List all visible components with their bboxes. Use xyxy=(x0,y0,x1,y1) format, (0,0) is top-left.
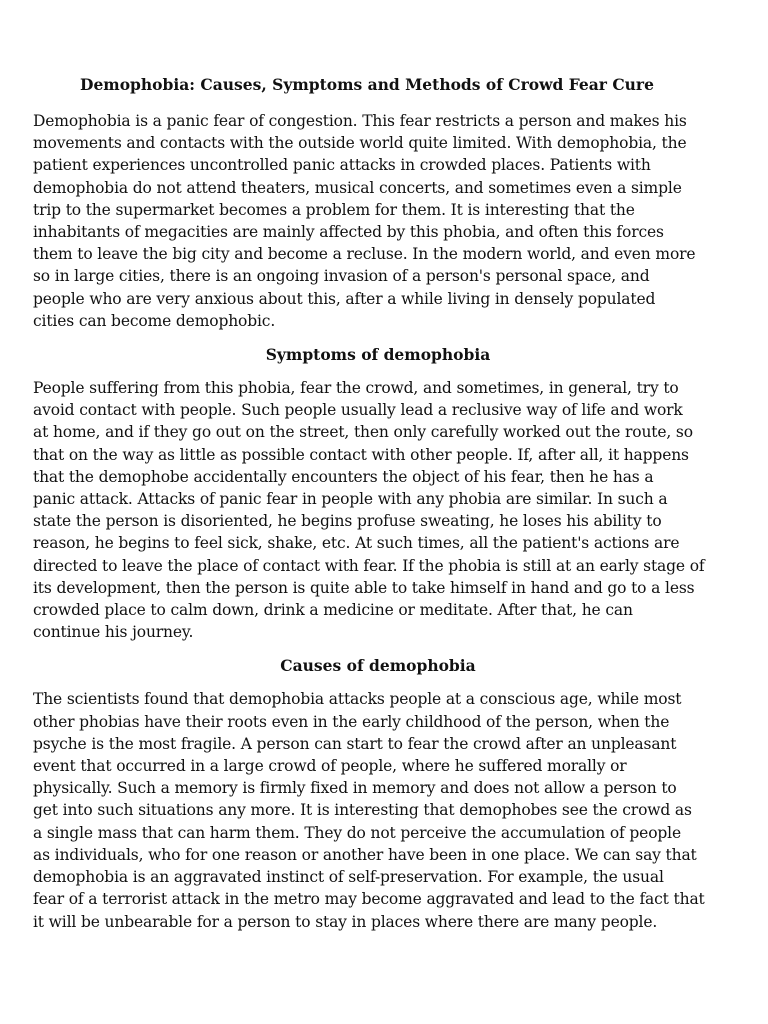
text-line: state the person is disoriented, he begins profuse sweating, he loses his ability to xyxy=(33,512,662,531)
section-heading-causes: Causes of demophobia xyxy=(280,656,476,676)
text-line: The scientists found that demophobia attacks people at a conscious age, while most xyxy=(33,690,682,709)
text-line: fear of a terrorist attack in the metro may become aggravated and lead to the fact that xyxy=(33,890,705,909)
text-line: People suffering from this phobia, fear the crowd, and sometimes, in general, try to xyxy=(33,379,679,398)
text-line: movements and contacts with the outside world quite limited. With demophobia, the xyxy=(33,134,687,153)
text-line: panic attack. Attacks of panic fear in people with any phobia are similar. In such a xyxy=(33,490,668,509)
text-line: inhabitants of megacities are mainly affected by this phobia, and often this forces xyxy=(33,223,664,242)
text-line: demophobia is an aggravated instinct of self-preservation. For example, the usual xyxy=(33,868,664,887)
text-line: people who are very anxious about this, after a while living in densely populated xyxy=(33,289,656,308)
text-line: event that occurred in a large crowd of people, where he suffered morally or xyxy=(33,757,627,776)
causes-paragraph xyxy=(33,688,723,932)
text-line: crowded place to calm down, drink a medicine or meditate. After that, he can xyxy=(33,601,633,620)
symptoms-paragraph xyxy=(33,377,723,643)
text-line: continue his journey. xyxy=(33,623,194,642)
text-line: other phobias have their roots even in the early childhood of the person, when the xyxy=(33,712,670,731)
text-line: that the demophobe accidentally encounters the object of his fear, then he has a xyxy=(33,467,654,486)
text-line: cities can become demophobic. xyxy=(33,311,276,330)
text-line: it will be unbearable for a person to stay in places where there are many people. xyxy=(33,912,658,931)
text-line: them to leave the big city and become a recluse. In the modern world, and even more xyxy=(33,245,696,264)
document-page xyxy=(33,70,723,941)
text-line: get into such situations any more. It is interesting that demophobes see the crowd as xyxy=(33,801,692,820)
text-line: psyche is the most fragile. A person can start to fear the crowd after an unpleasant xyxy=(33,734,677,753)
text-line: avoid contact with people. Such people usually lead a reclusive way of life and work xyxy=(33,401,683,420)
text-line: Demophobia is a panic fear of congestion. This fear restricts a person and makes his xyxy=(33,112,687,130)
text-line: so in large cities, there is an ongoing invasion of a person's personal space, and xyxy=(33,267,650,286)
text-line: directed to leave the place of contact with fear. If the phobia is still at an early stage of xyxy=(33,556,705,575)
text-line: that on the way as little as possible contact with other people. If, after all, it happens xyxy=(33,445,689,464)
text-line: physically. Such a memory is firmly fixed in memory and does not allow a person to xyxy=(33,779,677,798)
text-line: reason, he begins to feel sick, shake, etc. At such times, all the patient's actions are xyxy=(33,534,680,553)
text-line: demophobia do not attend theaters, musical concerts, and sometimes even a simple xyxy=(33,178,682,197)
document-title: Demophobia: Causes, Symptoms and Methods of Crowd Fear Cure xyxy=(80,75,654,94)
text-line: trip to the supermarket becomes a problem for them. It is interesting that the xyxy=(33,200,635,219)
text-line: a single mass that can harm them. They do not perceive the accumulation of people xyxy=(33,823,681,842)
intro-paragraph xyxy=(33,110,723,332)
section-heading-symptoms: Symptoms of demophobia xyxy=(265,345,491,365)
text-line: as individuals, who for one reason or another have been in one place. We can say that xyxy=(33,845,697,864)
text-line: its development, then the person is quite able to take himself in hand and go to a less xyxy=(33,578,695,597)
text-line: patient experiences uncontrolled panic attacks in crowded places. Patients with xyxy=(33,156,651,175)
text-line: at home, and if they go out on the street, then only carefully worked out the route, so xyxy=(33,423,693,442)
